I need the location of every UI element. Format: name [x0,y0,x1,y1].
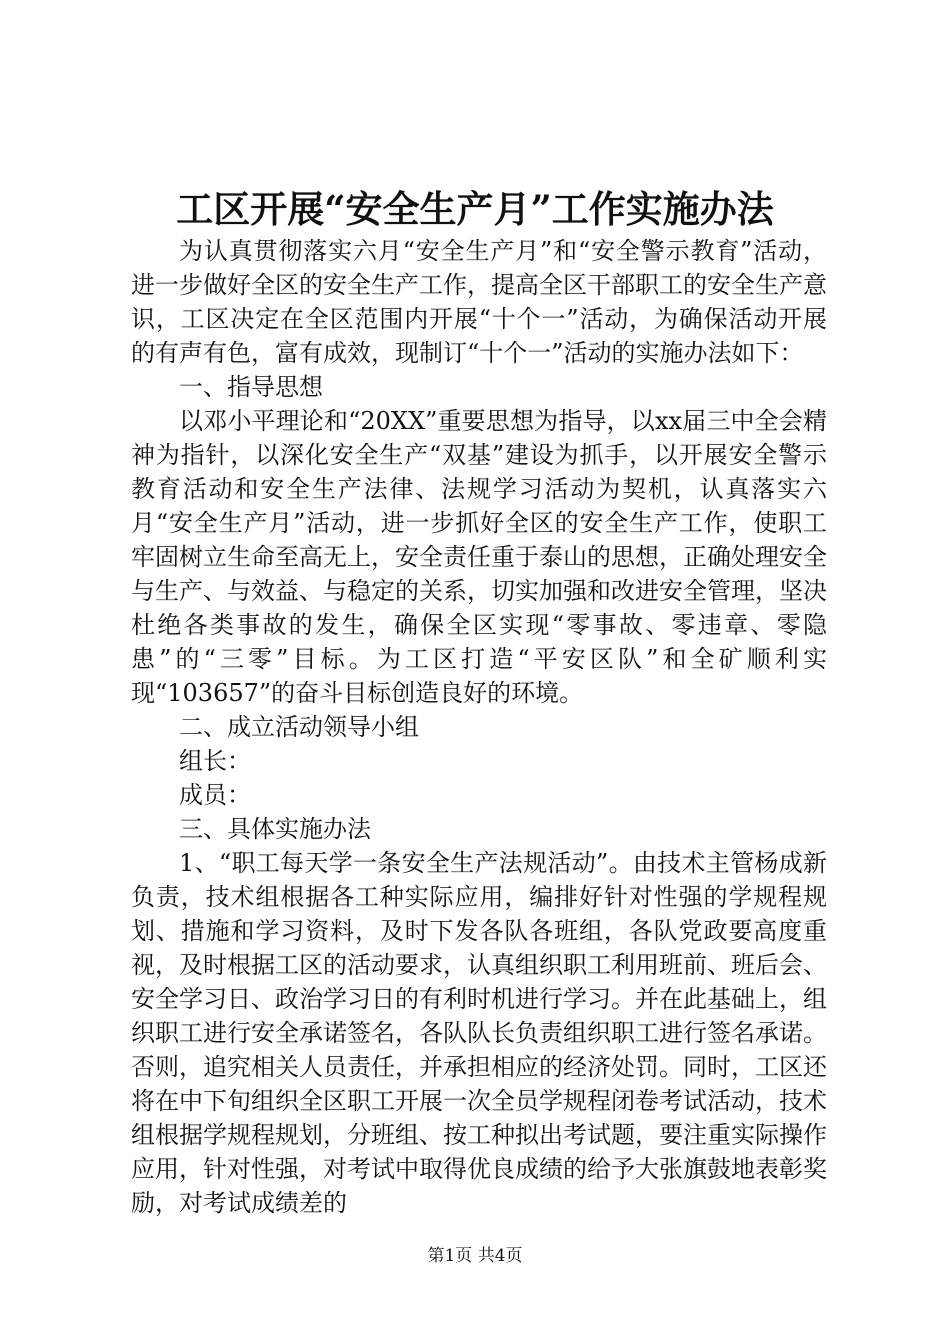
paragraph-guiding-ideology: 以邓小平理论和“20XX”重要思想为指导，以xx届三中全会精神为指针，以深化安全生产“双基”建设为抓手，以开展安全警示教育活动和安全生产法律、法规学习活动为契机，认真落实六月“安全生产月”活动，进一步抓好全区的安全生产工作，使职工牢固树立生命至高无上，安全责任重于泰山的思想，正确处理安全与生产、与效益、与稳定的关系，切实加强和改进安全管理，坚决杜绝各类事故的发生，确保全区实现“零事故、零违章、零隐患”的“三零”目标。为工区打造“平安区队”和全矿顺利实现“103657”的奋斗目标创造良好的环境。 [131,407,827,707]
document-body [131,234,827,1220]
document-title: 工区开展“安全生产月”工作实施办法 [176,187,774,231]
paragraph-measure-1: 1、“职工每天学一条安全生产法规活动”。由技术主管杨成新负责，技术组根据各工种实际应用，编排好针对性强的学规程规划、措施和学习资料，及时下发各队各班组，各队党政要高度重视，及时根据工区的活动要求，认真组织职工利用班前、班后会、安全学习日、政治学习日的有利时机进行学习。并在此基础上，组织职工进行安全承诺签名，各队队长负责组织职工进行签名承诺。否则，追究相关人员责任，并承担相应的经济处罚。同时，工区还将在中下旬组织全区职工开展一次全员学规程闭卷考试活动，技术组根据学规程规划，分班组、按工种拟出考试题，要注重实际操作应用，针对性强，对考试中取得优良成绩的给予大张旗鼓地表彰奖励，对考试成绩差的 [131,849,827,1217]
group-members-line: 成员： [179,781,251,809]
group-leader-line: 组长： [179,747,251,775]
paragraph-intro: 为认真贯彻落实六月“安全生产月”和“安全警示教育”活动，进一步做好全区的安全生产工作，提高全区干部职工的安全生产意识，工区决定在全区范围内开展“十个一”活动，为确保活动开展的有声有色，富有成效，现制订“十个一”活动的实施办法如下： [131,237,827,367]
page-number-footer: 第1页 共4页 [427,1246,523,1266]
section-heading-1: 一、指导思想 [179,373,323,401]
section-heading-2: 二、成立活动领导小组 [179,713,419,741]
section-heading-3: 三、具体实施办法 [179,815,371,843]
